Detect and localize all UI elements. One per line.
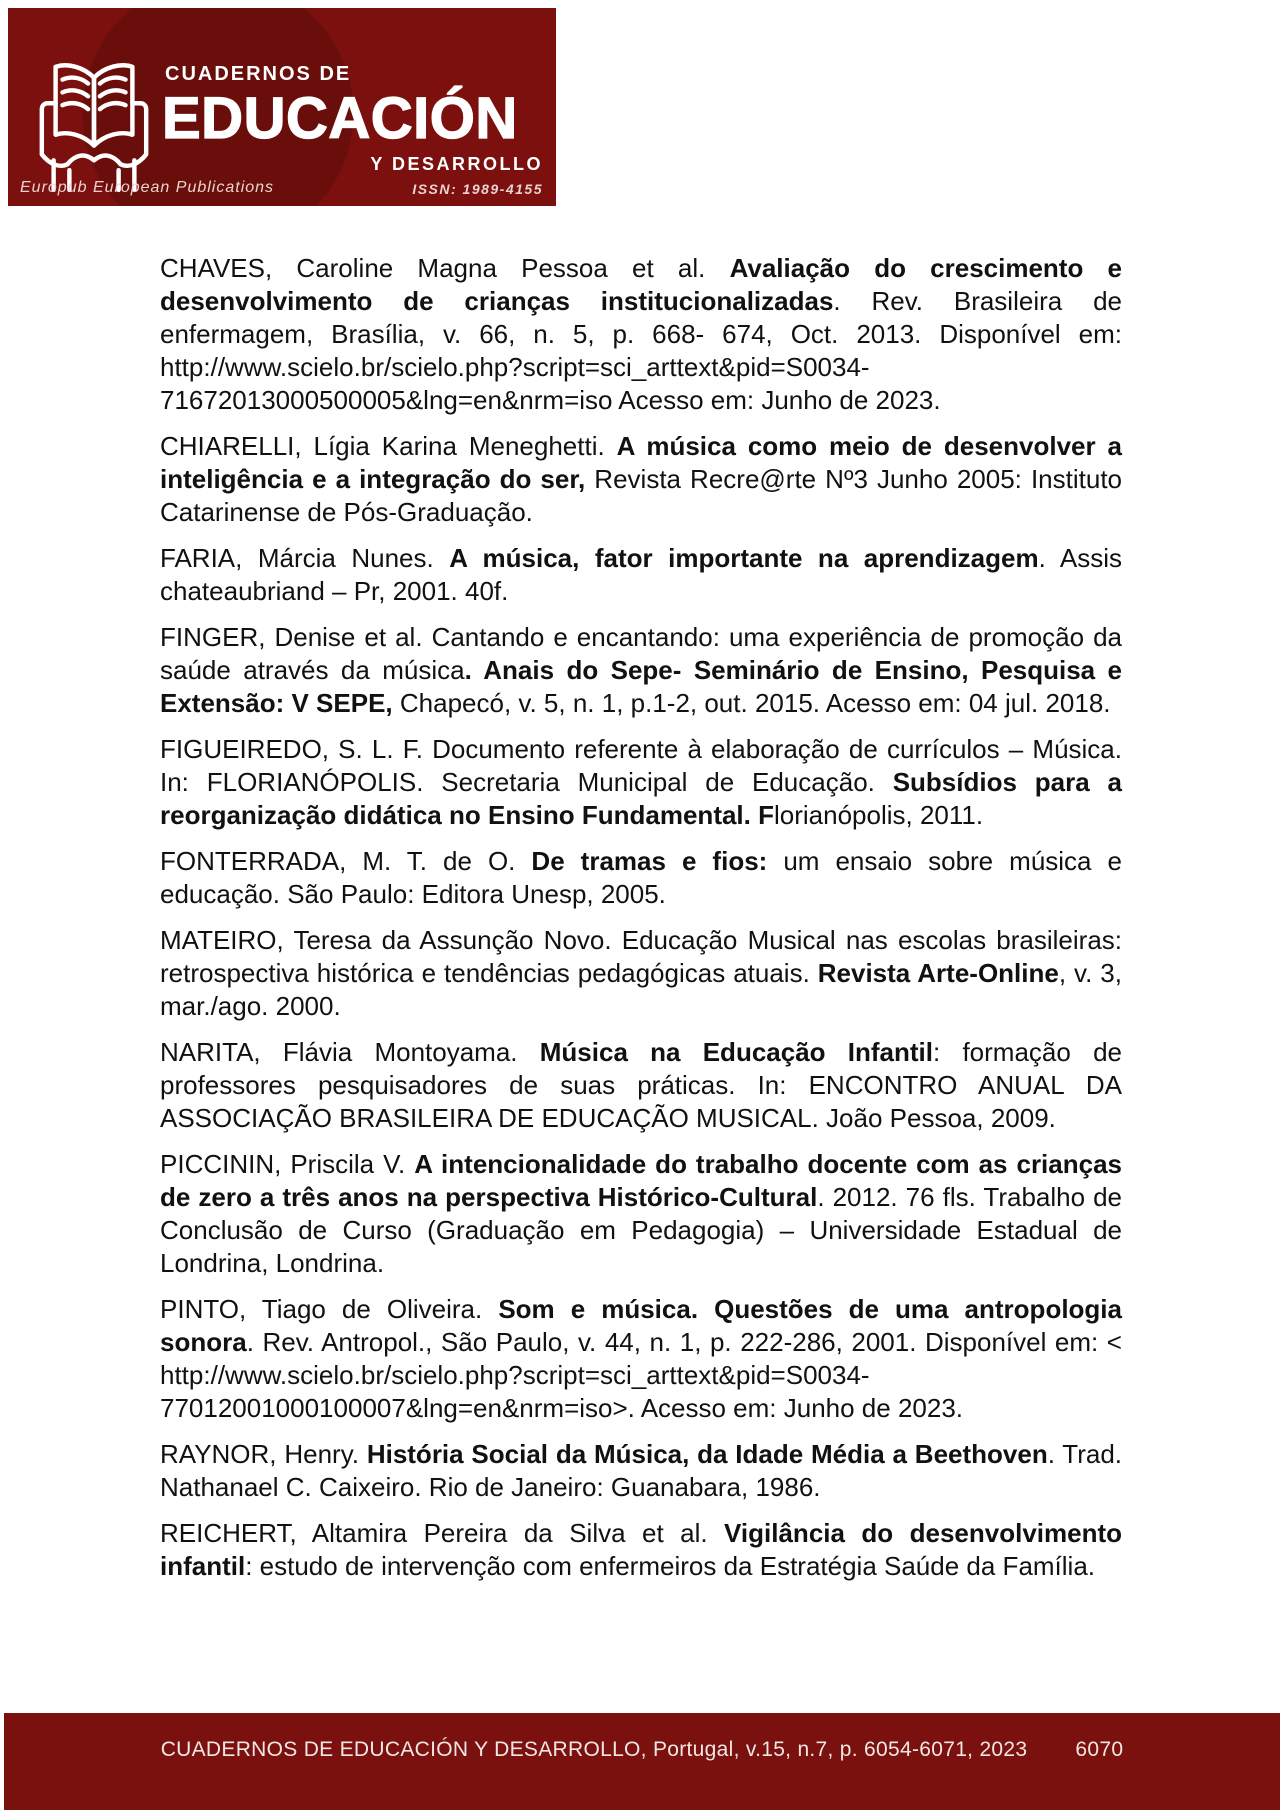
reference-title-segment: Música na Educação Infantil: [539, 1037, 933, 1067]
reference-text-segment: . Rev. Brasileira de enfermagem, Brasília, v. 66, n. 5, p. 668- 674, Oct. 2013. Disponível em: http://www.scielo.br/scielo.php?script=sci_arttext&pid=S0034-71672013000500005&lng=en&nrm=iso Acesso em: Junho de 2023.: [160, 286, 1122, 415]
reference-title-segment: A intencionalidade do trabalho docente com as crianças de zero a três anos na perspectiva Histórico-Cultural: [160, 1149, 1123, 1212]
reference-text-segment: FARIA, Márcia Nunes.: [160, 543, 450, 573]
reference-title-segment: A música, fator importante na aprendizagem: [449, 543, 1039, 573]
reference-item: [160, 1517, 1122, 1583]
reference-item: [160, 430, 1122, 529]
logo-publisher: Europub European Publications: [20, 179, 275, 196]
footer-bar: [4, 1713, 1280, 1810]
reference-text-segment: lorianópolis, 2011.: [773, 800, 984, 830]
reference-title-segment: História Social da Música, da Idade Média a Beethoven: [366, 1439, 1048, 1469]
reference-text-segment: FONTERRADA, M. T. de O.: [160, 846, 532, 876]
reference-title-segment: Vigilância do desenvolvimento infantil: [160, 1518, 1123, 1581]
reference-title-segment: Revista Arte-Online: [817, 958, 1059, 988]
reference-text-segment: , v. 3, mar./ago. 2000.: [160, 958, 1122, 1021]
reference-item: [160, 1293, 1122, 1425]
reference-text-segment: REICHERT, Altamira Pereira da Silva et al.: [160, 1518, 725, 1548]
reference-title-segment: Subsídios para a reorganização didática no Ensino Fundamental. F: [160, 767, 1122, 830]
reference-text-segment: FIGUEIREDO, S. L. F. Documento referente à elaboração de currículos – Música. In: FLORIANÓPOLIS. Secretaria Municipal de Educação.: [160, 734, 1122, 797]
reference-text-segment: NARITA, Flávia Montoyama.: [160, 1037, 540, 1067]
reference-text-segment: PICCININ, Priscila V.: [160, 1149, 415, 1179]
open-book-hands-icon: [30, 42, 158, 194]
reference-item: [160, 252, 1122, 417]
reference-title-segment: Som e música. Questões de uma antropologia sonora: [160, 1294, 1122, 1357]
reference-item: [160, 924, 1122, 1023]
reference-text-segment: . Rev. Antropol., São Paulo, v. 44, n. 1, p. 222-286, 2001. Disponível em: < http://www.scielo.br/scielo.php?script=sci_arttext&pid=S0034-77012001000100007&lng=en&nrm=iso>. Acesso em: Junho de 2023.: [160, 1327, 1122, 1423]
reference-text-segment: . Trad. Nathanael C. Caixeiro. Rio de Janeiro: Guanabara, 1986.: [160, 1439, 1123, 1502]
reference-title-segment: A música como meio de desenvolver a inteligência e a integração do ser,: [160, 431, 1122, 494]
reference-item: [160, 1438, 1122, 1504]
reference-item: [160, 542, 1122, 608]
reference-text-segment: CHAVES, Caroline Magna Pessoa et al.: [160, 253, 730, 283]
reference-text-segment: . Assis chateaubriand – Pr, 2001. 40f.: [160, 543, 1122, 606]
reference-text-segment: . 2012. 76 fls. Trabalho de Conclusão de Curso (Graduação em Pedagogia) – Universidade Estadual de Londrina, Londrina.: [160, 1182, 1123, 1278]
reference-item: [160, 621, 1122, 720]
reference-title-segment: . Anais do Sepe- Seminário de Ensino, Pesquisa e Extensão: V SEPE,: [160, 655, 1123, 718]
reference-text-segment: um ensaio sobre música e educação. São Paulo: Editora Unesp, 2005.: [160, 846, 1122, 909]
reference-text-segment: : estudo de intervenção com enfermeiros da Estratégia Saúde da Família.: [245, 1551, 1096, 1581]
reference-text-segment: Chapecó, v. 5, n. 1, p.1-2, out. 2015. Acesso em: 04 jul. 2018.: [392, 688, 1111, 718]
logo-issn: ISSN: 1989-4155: [412, 181, 543, 197]
footer-page-number: 6070: [1075, 1738, 1124, 1761]
reference-item: [160, 733, 1122, 832]
reference-text-segment: Revista Recre@rte Nº3 Junho 2005: Instituto Catarinense de Pós-Graduação.: [160, 464, 1122, 527]
reference-text-segment: PINTO, Tiago de Oliveira.: [160, 1294, 499, 1324]
references-list: [160, 252, 1122, 1596]
logo-kicker: CUADERNOS DE: [165, 63, 352, 85]
reference-text-segment: RAYNOR, Henry.: [160, 1439, 367, 1469]
reference-item: [160, 845, 1122, 911]
footer-journal-info: CUADERNOS DE EDUCACIÓN Y DESARROLLO, Portugal, v.15, n.7, p. 6054-6071, 2023: [160, 1738, 1028, 1761]
reference-item: [160, 1036, 1122, 1135]
journal-logo-banner: [8, 8, 556, 206]
reference-title-segment: Avaliação do crescimento e desenvolvimento de crianças institucionalizadas: [160, 253, 1122, 316]
logo-title: EDUCACIÓN: [162, 86, 518, 151]
reference-text-segment: MATEIRO, Teresa da Assunção Novo. Educação Musical nas escolas brasileiras: retrospectiva histórica e tendências pedagógicas atuais.: [160, 925, 1122, 988]
reference-text-segment: CHIARELLI, Lígia Karina Meneghetti.: [160, 431, 617, 461]
reference-item: [160, 1148, 1122, 1280]
reference-text-segment: FINGER, Denise et al. Cantando e encantando: uma experiência de promoção da saúde através da música: [160, 622, 1122, 685]
logo-subtitle: Y DESARROLLO: [370, 154, 543, 174]
reference-text-segment: : formação de professores pesquisadores de suas práticas. In: ENCONTRO ANUAL DA ASSOCIAÇÃO BRASILEIRA DE EDUCAÇÃO MUSICAL. João Pessoa, 2009.: [160, 1037, 1122, 1133]
reference-title-segment: De tramas e fios:: [531, 846, 768, 876]
